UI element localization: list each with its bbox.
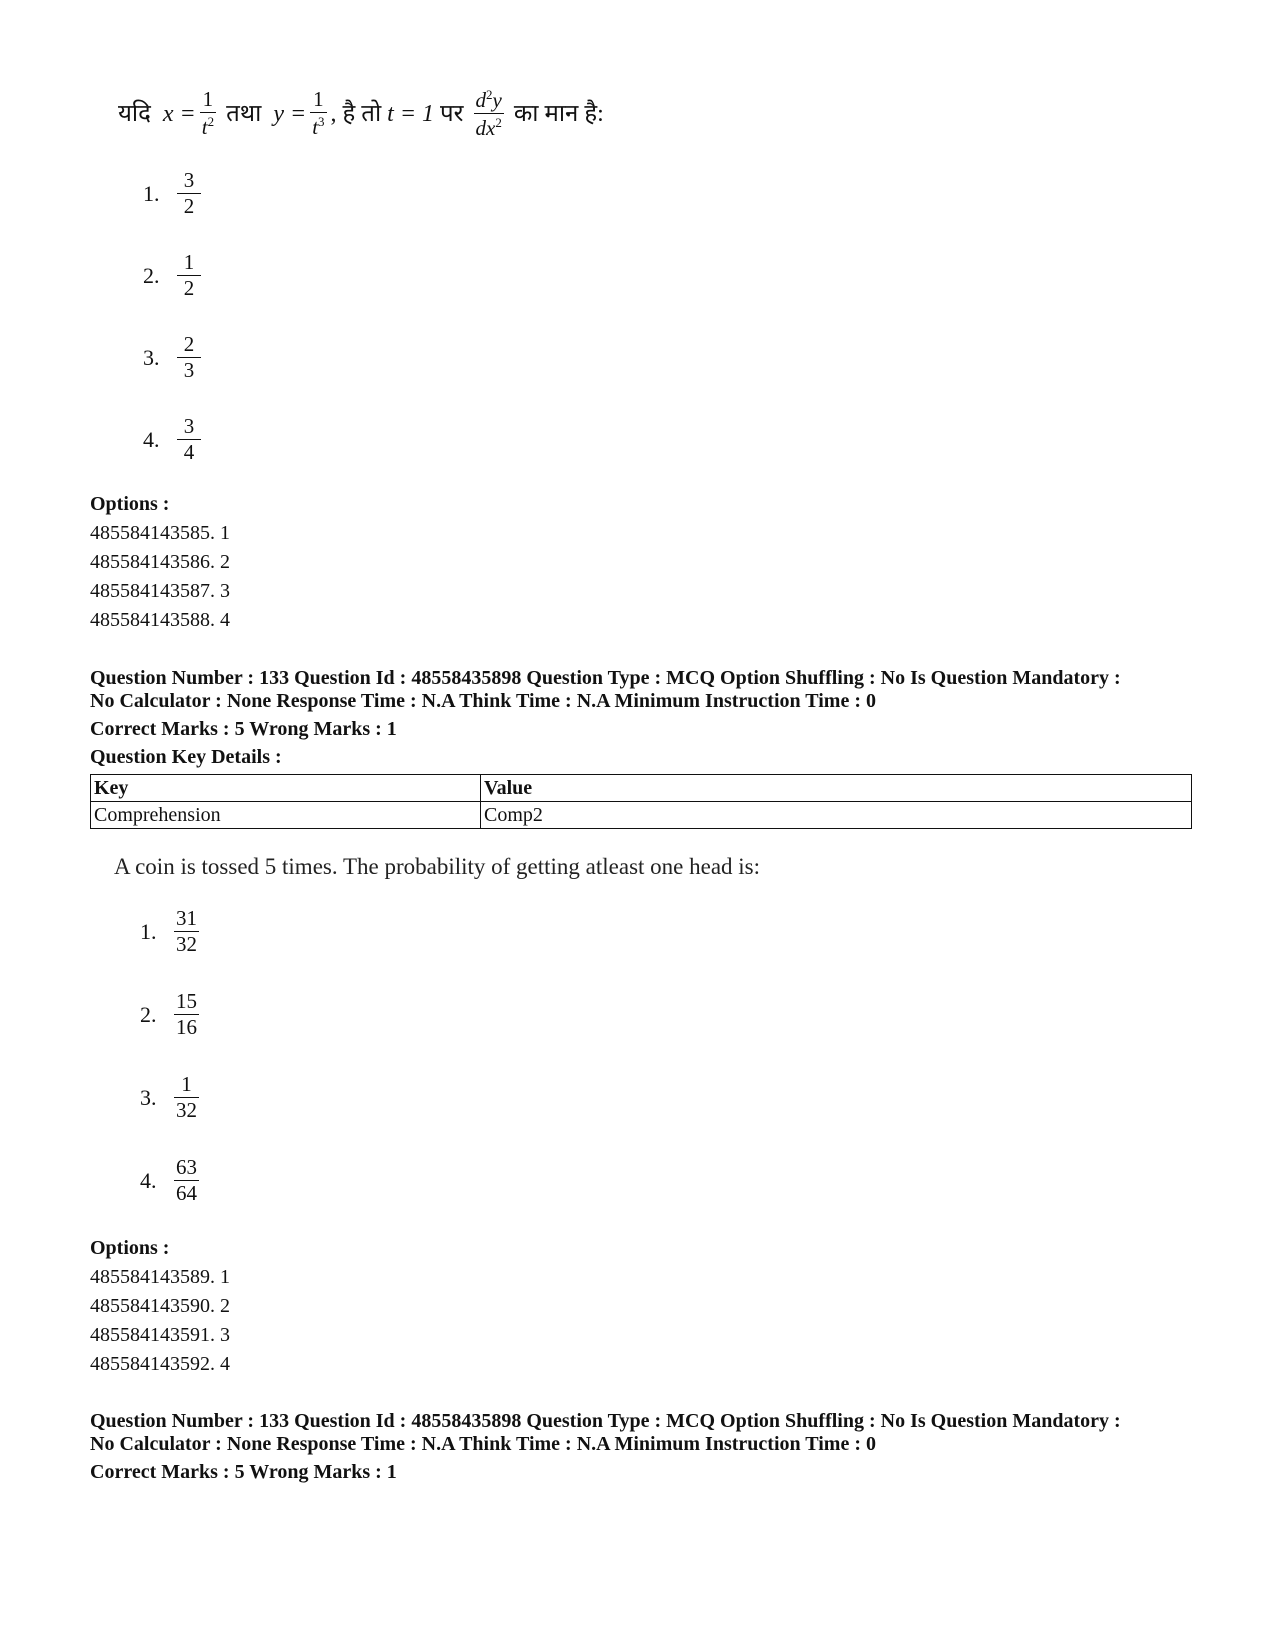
- choice-fraction: [177, 416, 201, 463]
- denominator: 32: [176, 1098, 197, 1122]
- t-condition: t = 1: [387, 100, 435, 127]
- denominator: 32: [176, 932, 197, 956]
- table-row: [91, 802, 1192, 829]
- choice-label: 1.: [140, 918, 157, 944]
- meta-line-2: No Calculator : None Response Time : N.A Think Time : N.A Minimum Instruction Time : 0: [90, 690, 876, 712]
- y-denominator: [310, 112, 326, 138]
- options-block-2: [90, 1234, 230, 1379]
- choice-3: [140, 1074, 203, 1121]
- stem-word: पर: [440, 100, 464, 127]
- choice-label: 2.: [140, 1001, 157, 1027]
- y-numerator: 1: [313, 87, 324, 111]
- meta-line-1: Question Number : 133 Question Id : 48558435898 Question Type : MCQ Option Shuffling : No Is Question Mandatory :: [90, 667, 1121, 689]
- option-id: 485584143592. 4: [90, 1353, 230, 1375]
- key-details-table: [90, 774, 1192, 829]
- choice-fraction: [174, 908, 199, 955]
- options-block-1: [90, 490, 230, 635]
- choice-2: [140, 991, 203, 1038]
- choice-fraction: [177, 252, 201, 299]
- numerator: 63: [176, 1155, 197, 1179]
- dx-exp: 2: [495, 115, 502, 130]
- derivative-denominator: [474, 113, 504, 139]
- denominator: 64: [176, 1181, 197, 1205]
- y-symbol: y: [492, 88, 502, 112]
- marks-line: Correct Marks : 5 Wrong Marks : 1: [90, 1461, 397, 1483]
- table-header: Key: [91, 775, 481, 802]
- option-id: 485584143590. 2: [90, 1295, 230, 1317]
- denominator: 2: [177, 275, 201, 299]
- numerator: 1: [183, 250, 195, 274]
- y-lhs: y =: [273, 100, 307, 127]
- option-id: 485584143585. 1: [90, 522, 230, 544]
- x-lhs: x =: [162, 100, 196, 127]
- numerator: 3: [183, 168, 195, 192]
- y-den-exp: 3: [318, 114, 325, 129]
- choice-1: [140, 908, 203, 955]
- choice-fraction: [177, 170, 201, 217]
- d-symbol: d: [475, 88, 486, 112]
- option-id: 485584143591. 3: [90, 1324, 230, 1346]
- table-cell: Comp2: [481, 802, 1192, 829]
- meta-line-2: No Calculator : None Response Time : N.A Think Time : N.A Minimum Instruction Time : 0: [90, 1433, 876, 1455]
- question-meta-3: [90, 1410, 1121, 1484]
- table-cell: Comprehension: [91, 802, 481, 829]
- y-fraction: [310, 89, 326, 138]
- numerator: 3: [183, 414, 195, 438]
- choice-label: 1.: [143, 180, 160, 206]
- numerator: 1: [181, 1072, 192, 1096]
- choice-fraction: [177, 334, 201, 381]
- table-header-row: [91, 775, 1192, 802]
- choice-1: [143, 170, 205, 217]
- question-2-stem: A coin is tossed 5 times. The probability of getting atleast one head is:: [114, 854, 761, 879]
- choice-label: 2.: [143, 262, 160, 288]
- x-fraction: [200, 89, 216, 138]
- choice-4: [140, 1157, 203, 1204]
- stem-word: यदि: [118, 100, 151, 127]
- choice-label: 3.: [140, 1084, 157, 1110]
- d-exp: 2: [486, 87, 493, 102]
- choice-fraction: [174, 1157, 199, 1204]
- options-title: Options :: [90, 1237, 170, 1259]
- derivative-numerator: [474, 88, 504, 113]
- choice-2: [143, 252, 205, 299]
- question-meta-2: [90, 667, 1121, 769]
- choice-label: 3.: [143, 344, 160, 370]
- choice-label: 4.: [143, 426, 160, 452]
- stem-word: , है तो: [330, 100, 382, 127]
- numerator: 15: [176, 989, 197, 1013]
- option-id: 485584143587. 3: [90, 580, 230, 602]
- numerator: 31: [176, 906, 197, 930]
- choice-4: [143, 416, 205, 463]
- denominator: 4: [177, 439, 201, 463]
- denominator: 3: [177, 357, 201, 381]
- choice-fraction: [174, 1074, 199, 1121]
- dx-symbol: dx: [475, 116, 496, 140]
- choice-3: [143, 334, 205, 381]
- options-title: Options :: [90, 493, 170, 515]
- choice-label: 4.: [140, 1167, 157, 1193]
- denominator: 2: [177, 193, 201, 217]
- x-den-exp: 2: [207, 114, 215, 129]
- y-den-base: t: [312, 115, 319, 139]
- x-numerator: 1: [202, 87, 214, 111]
- stem-word: तथा: [226, 100, 262, 127]
- marks-line: Correct Marks : 5 Wrong Marks : 1: [90, 718, 397, 740]
- numerator: 2: [183, 332, 195, 356]
- meta-line-1: Question Number : 133 Question Id : 48558435898 Question Type : MCQ Option Shuffling : No Is Question Mandatory :: [90, 1410, 1121, 1432]
- key-details-title: Question Key Details :: [90, 746, 282, 768]
- x-denominator: [200, 112, 216, 138]
- second-derivative-fraction: [474, 88, 504, 139]
- option-id: 485584143589. 1: [90, 1266, 230, 1288]
- table-header: Value: [481, 775, 1192, 802]
- option-id: 485584143588. 4: [90, 609, 230, 631]
- stem-word: का मान है:: [513, 100, 604, 127]
- choice-fraction: [174, 991, 199, 1038]
- denominator: 16: [176, 1015, 197, 1039]
- x-den-base: t: [201, 115, 208, 139]
- question-1-stem: [118, 88, 604, 139]
- option-id: 485584143586. 2: [90, 551, 230, 573]
